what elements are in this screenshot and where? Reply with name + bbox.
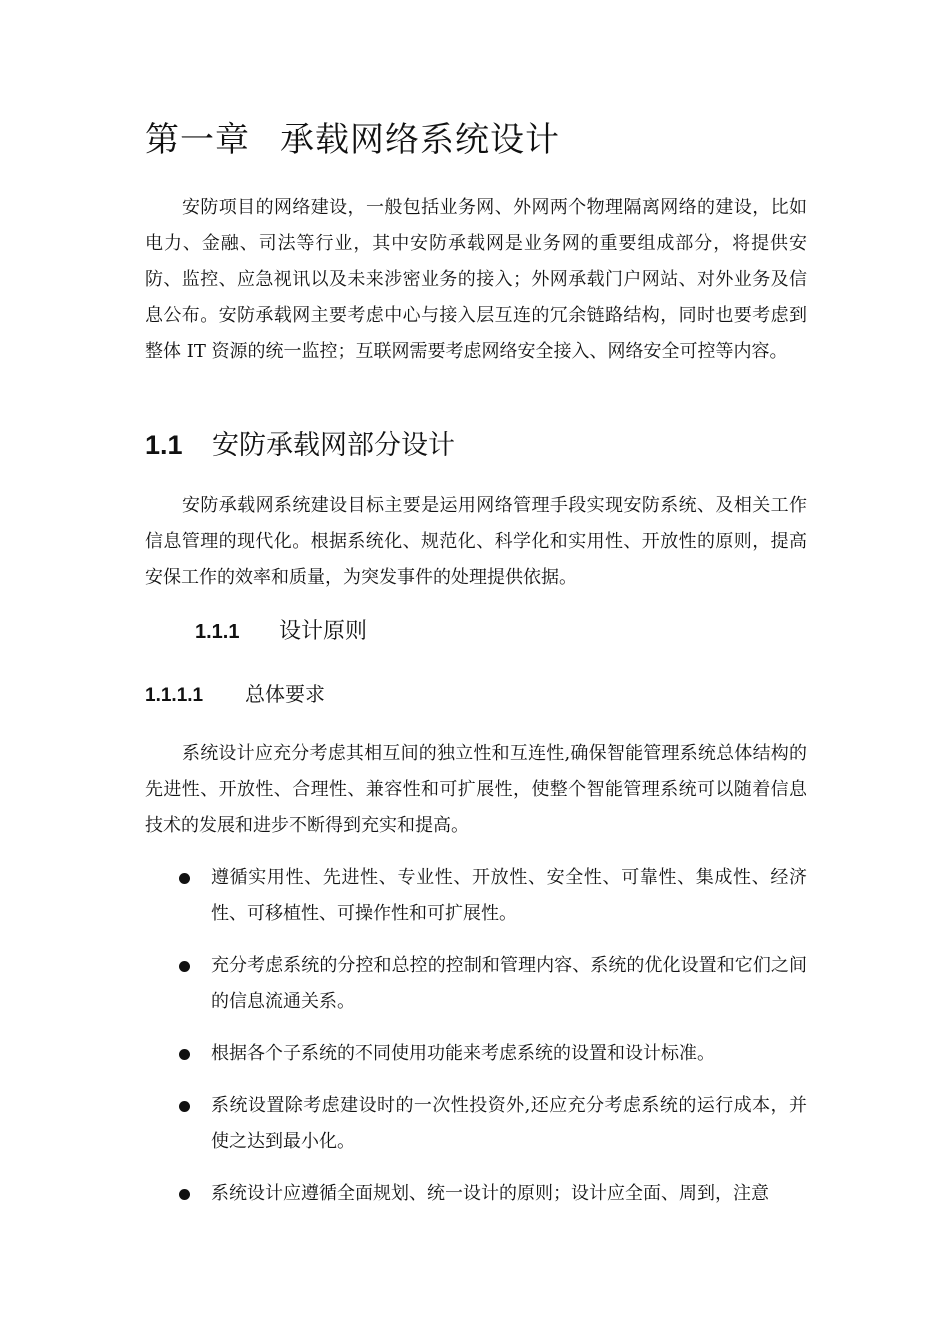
requirements-list [145, 860, 807, 1228]
bullet-icon [179, 1049, 190, 1060]
intro-paragraph: 安防项目的网络建设，一般包括业务网、外网两个物理隔离网络的建设，比如电力、金融、司法等行业，其中安防承载网是业务网的重要组成部分，将提供安防、监控、应急视讯以及未来涉密业务的接入；外网承载门户网站、对外业务及信息公布。安防承载网主要考虑中心与接入层互连的冗余链路结构，同时也要考虑到整体 IT 资源的统一监控；互联网需要考虑网络安全接入、网络安全可控等内容。 [145, 197, 807, 362]
section-1-1-1-1-paragraph: 系统设计应充分考虑其相互间的独立性和互连性,确保智能管理系统总体结构的先进性、开放性、合理性、兼容性和可扩展性，使整个智能管理系统可以随着信息技术的发展和进步不断得到充实和提高。 [145, 743, 807, 836]
section-1-1-1-heading [195, 614, 367, 645]
section-number: 1.1.1 [195, 621, 240, 643]
section-1-1-heading [145, 423, 455, 462]
list-item [145, 1176, 807, 1212]
section-1-1-1-1-heading [145, 678, 325, 707]
list-item-text: 充分考虑系统的分控和总控的控制和管理内容、系统的优化设置和它们之间的信息流通关系。 [211, 955, 807, 1012]
section-number: 1.1.1.1 [145, 685, 204, 706]
list-item-text: 系统设计应遵循全面规划、统一设计的原则；设计应全面、周到，注意 [211, 1183, 769, 1204]
chapter-heading [145, 112, 560, 161]
list-item [145, 1036, 807, 1072]
list-item-text: 系统设置除考虑建设时的一次性投资外,还应充分考虑系统的运行成本，并使之达到最小化。 [211, 1095, 807, 1152]
bullet-icon [179, 961, 190, 972]
list-item [145, 948, 807, 1020]
chapter-title: 承载网络系统设计 [280, 120, 560, 160]
bullet-icon [179, 1189, 190, 1200]
section-number: 1.1 [145, 430, 183, 460]
section-title: 安防承载网部分设计 [212, 430, 455, 461]
bullet-icon [179, 873, 190, 884]
list-item [145, 860, 807, 932]
chapter-number: 第一章 [145, 120, 250, 160]
list-item [145, 1088, 807, 1160]
section-title: 总体要求 [245, 682, 325, 706]
bullet-icon [179, 1101, 190, 1112]
section-1-1-paragraph: 安防承载网系统建设目标主要是运用网络管理手段实现安防系统、及相关工作信息管理的现代化。根据系统化、规范化、科学化和实用性、开放性的原则，提高安保工作的效率和质量，为突发事件的处理提供依据。 [145, 495, 807, 588]
list-item-text: 遵循实用性、先进性、专业性、开放性、安全性、可靠性、集成性、经济性、可移植性、可操作性和可扩展性。 [211, 867, 807, 924]
list-item-text: 根据各个子系统的不同使用功能来考虑系统的设置和设计标准。 [211, 1043, 715, 1064]
section-title: 设计原则 [279, 619, 368, 644]
